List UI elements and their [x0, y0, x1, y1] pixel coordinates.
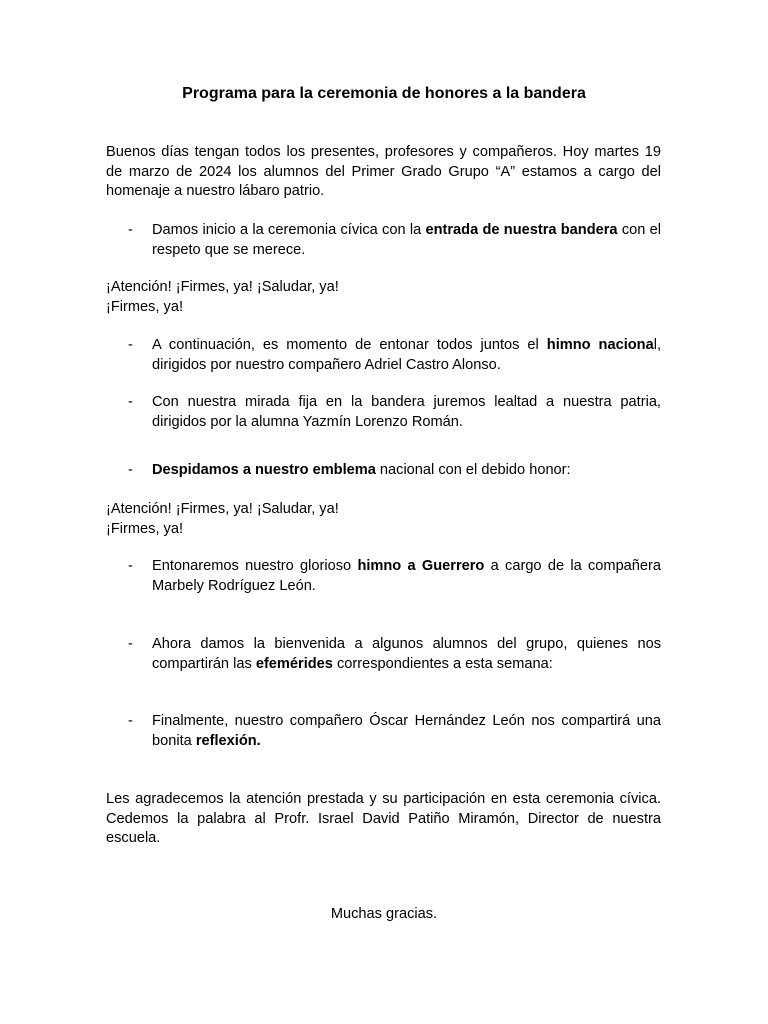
list-dash: -	[128, 222, 133, 238]
program-item-text: Entonaremos nuestro glorioso himno a Guerrero a cargo de la compañera Marbely Rodríguez León.	[152, 558, 662, 594]
bold-phrase: himno a Guerrero	[357, 558, 485, 574]
outro-paragraph: Les agradecemos la atención prestada y su participación en esta ceremonia cívica. Cedemos la palabra al Profr. Israel David Patiño Miramón, Director de nuestra escuela.	[106, 791, 661, 846]
program-item-text: Con nuestra mirada fija en la bandera juremos lealtad a nuestra patria, dirigidos por la alumna Yazmín Lorenzo Román.	[152, 394, 661, 430]
program-item-7	[106, 712, 661, 751]
list-dash: -	[128, 636, 133, 652]
bold-phrase: himno naciona	[546, 337, 654, 353]
intro-paragraph: Buenos días tengan todos los presentes, profesores y compañeros. Hoy martes 19 de marzo de 2024 los alumnos del Primer Grado Grupo “A” estamos a cargo del homenaje a nuestro lábaro patrio.	[106, 144, 661, 199]
program-item-2	[106, 336, 661, 375]
bold-phrase: efemérides	[255, 655, 333, 672]
closing-text: Muchas gracias.	[330, 906, 438, 922]
commands-block-2	[106, 500, 661, 539]
command-line: ¡Firmes, ya!	[106, 520, 184, 537]
list-dash: -	[128, 462, 133, 478]
program-item-1	[106, 221, 661, 260]
program-item-text: Finalmente, nuestro compañero Óscar Hernández León nos compartirá una bonita reflexión.	[152, 713, 661, 749]
program-item-3	[106, 393, 661, 432]
program-item-4	[106, 461, 661, 481]
list-dash: -	[128, 713, 133, 729]
document-title: Programa para la ceremonia de honores a la bandera	[182, 85, 586, 102]
program-item-text: Despidamos a nuestro emblema nacional con el debido honor:	[152, 462, 571, 478]
list-dash: -	[128, 337, 133, 353]
program-item-text: Ahora damos la bienvenida a algunos alumnos del grupo, quienes nos compartirán las efemérides correspondientes a esta semana:	[152, 636, 661, 672]
program-item-5	[106, 557, 661, 596]
program-item-text: Damos inicio a la ceremonia cívica con la entrada de nuestra bandera con el respeto que se merece.	[152, 222, 661, 258]
bold-phrase: reflexión.	[195, 732, 261, 749]
command-line: ¡Atención! ¡Firmes, ya! ¡Saludar, ya!	[106, 279, 339, 295]
program-item-6	[106, 635, 661, 674]
bold-phrase: entrada de nuestra bandera	[425, 222, 618, 238]
bold-phrase: Despidamos a nuestro emblema	[152, 462, 376, 478]
command-line: ¡Atención! ¡Firmes, ya! ¡Saludar, ya!	[106, 501, 339, 517]
command-line: ¡Firmes, ya!	[106, 298, 184, 315]
program-item-text: A continuación, es momento de entonar todos juntos el himno nacional, dirigidos por nuestro compañero Adriel Castro Alonso.	[152, 337, 661, 373]
list-dash: -	[128, 394, 133, 410]
commands-block-1	[106, 278, 661, 317]
list-dash: -	[128, 558, 133, 574]
